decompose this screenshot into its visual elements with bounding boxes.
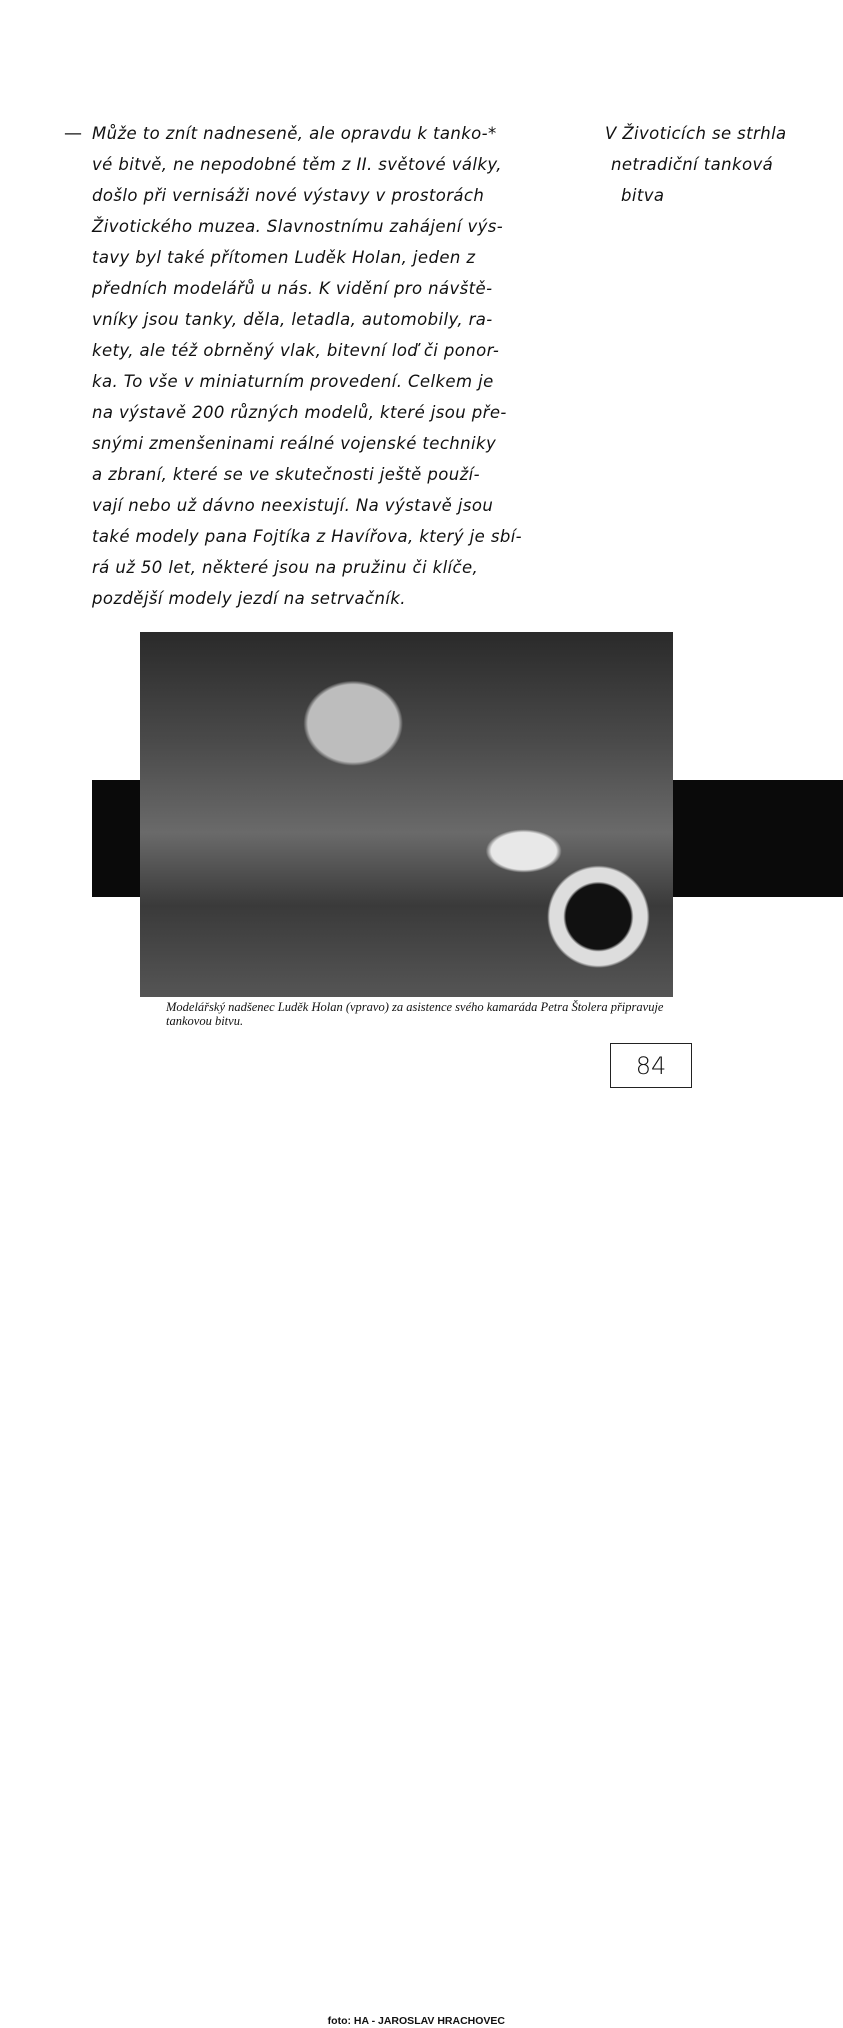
newspaper-photo: [140, 632, 673, 997]
text-line: vníky jsou tanky, děla, letadla, automobily, ra-: [92, 310, 493, 329]
handwritten-article: [92, 118, 612, 614]
page-number-box: [610, 1043, 692, 1088]
text-line: kety, ale též obrněný vlak, bitevní loď či ponor-: [92, 341, 500, 360]
text-line: Může to znít nadneseně, ale opravdu k tanko-*: [92, 124, 497, 143]
photo-credit: foto: HA - JAROSLAV HRACHOVEC: [327, 2015, 505, 2027]
text-line: ka. To vše v miniaturním provedení. Celkem je: [92, 372, 494, 391]
margin-note-headline: [605, 118, 787, 211]
text-line: vé bitvě, ne nepodobné těm z II. světové války,: [92, 155, 502, 174]
dash-mark: —: [64, 123, 82, 144]
text-line: předních modelářů u nás. K vidění pro návště-: [92, 279, 493, 298]
text-line: vají nebo už dávno neexistují. Na výstavě jsou: [92, 496, 494, 515]
scan-black-bar-right: [671, 780, 843, 897]
text-line: došlo při vernisáži nové výstavy v prostorách: [92, 186, 485, 205]
scan-black-bar-left: [92, 780, 142, 897]
page-number: 84: [635, 1051, 667, 1080]
caption-text: Modelářský nadšenec Luděk Holan (vpravo) za asistence svého kamaráda Petra Štolera připravuje tankovou bitvu.: [166, 1000, 664, 1028]
text-line: rá už 50 let, některé jsou na pružinu či klíče,: [92, 558, 479, 577]
text-line: Životického muzea. Slavnostnímu zahájení výs-: [92, 217, 504, 236]
text-line: tavy byl také přítomen Luděk Holan, jeden z: [92, 248, 476, 267]
text-line: také modely pana Fojtíka z Havířova, který je sbí-: [92, 527, 523, 546]
text-line: a zbraní, které se ve skutečnosti ještě použí-: [92, 465, 480, 484]
text-line: pozdější modely jezdí na setrvačník.: [92, 589, 406, 608]
note-line: bitva: [621, 186, 665, 205]
note-line: V Životicích se strhla: [605, 124, 787, 143]
text-line: na výstavě 200 různých modelů, které jsou pře-: [92, 403, 507, 422]
note-line: netradiční tanková: [611, 155, 774, 174]
text-line: snými zmenšeninami reálné vojenské techniky: [92, 434, 497, 453]
